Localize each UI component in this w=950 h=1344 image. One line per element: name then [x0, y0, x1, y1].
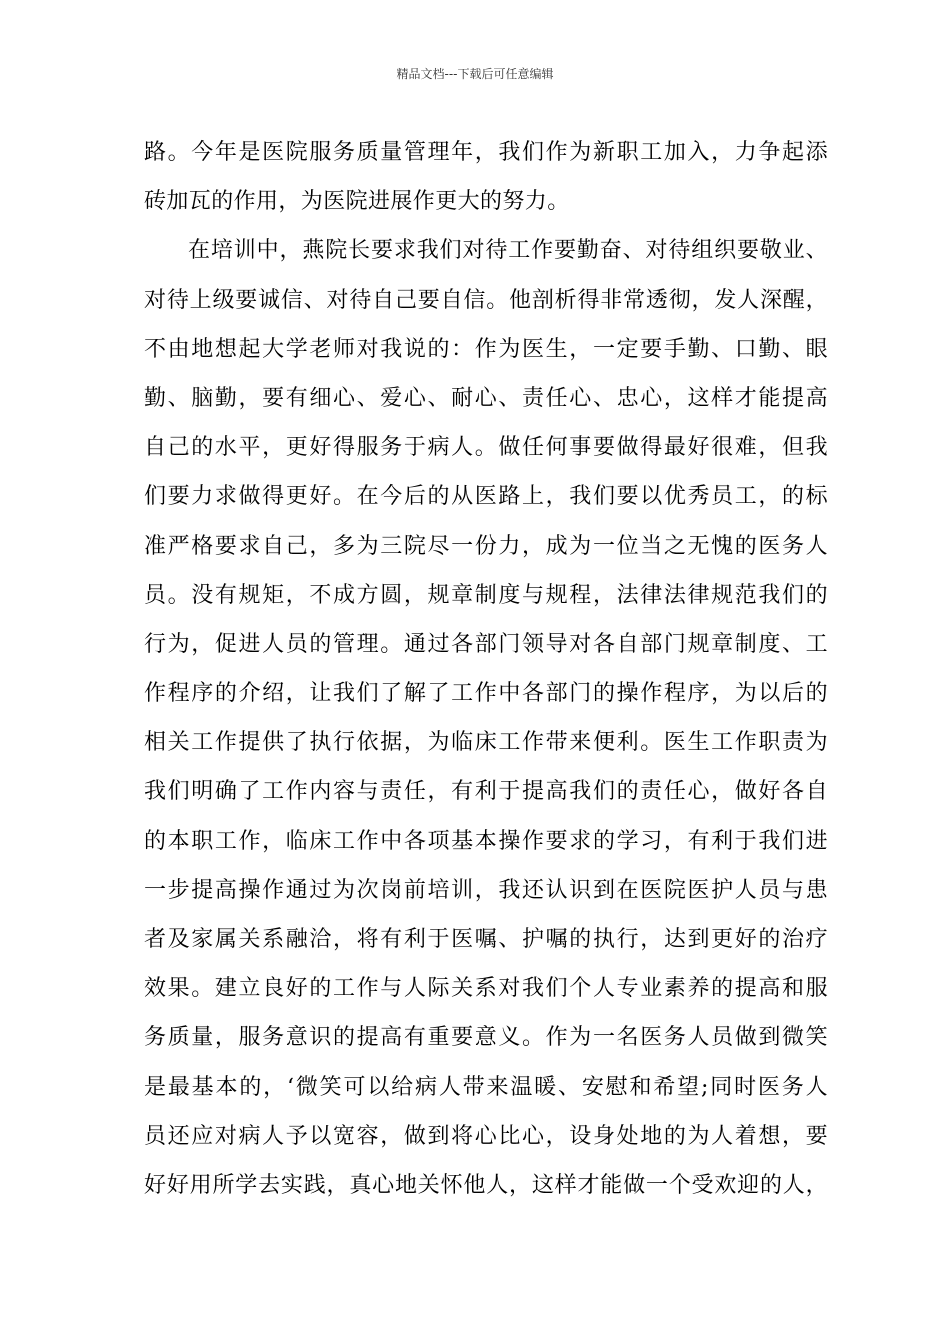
text-line: 是最基本的，‘微笑可以给病人带来温暖、安慰和希望;同时医务人 [144, 1074, 828, 1100]
paragraph-1 [144, 128, 828, 226]
text-line: 勤、脑勤，要有细心、爱心、耐心、责任心、忠心，这样才能提高 [144, 385, 828, 411]
text-line: 相关工作提供了执行依据，为临床工作带来便利。医生工作职责为 [144, 730, 828, 756]
text-line: 我们明确了工作内容与责任，有利于提高我们的责任心，做好各自 [144, 779, 828, 805]
text-line: 在培训中，燕院长要求我们对待工作要勤奋、对待组织要敬业、 [188, 238, 828, 264]
text-line: 的本职工作，临床工作中各项基本操作要求的学习，有利于我们进 [144, 828, 828, 854]
text-line: 员还应对病人予以宽容，做到将心比心，设身处地的为人着想，要 [144, 1123, 828, 1149]
text-line: 们要力求做得更好。在今后的从医路上，我们要以优秀员工，的标 [144, 484, 828, 510]
text-line: 行为，促进人员的管理。通过各部门领导对各自部门规章制度、工 [144, 631, 828, 657]
text-line: 砖加瓦的作用，为医院进展作更大的努力。 [144, 189, 570, 215]
document-body [144, 128, 828, 1210]
text-line: 一步提高操作通过为次岗前培训，我还认识到在医院医护人员与患 [144, 877, 828, 903]
text-line: 作程序的介绍，让我们了解了工作中各部门的操作程序，为以后的 [144, 681, 828, 707]
text-line: 务质量，服务意识的提高有重要意义。作为一名医务人员做到微笑 [144, 1025, 828, 1051]
text-line: 准严格要求自己，多为三院尽一份力，成为一位当之无愧的医务人 [144, 533, 828, 559]
page-header: 精品文档---下载后可任意编辑 [396, 67, 554, 81]
text-line: 者及家属关系融洽，将有利于医嘱、护嘱的执行，达到更好的治疗 [144, 927, 828, 952]
text-line: 路。今年是医院服务质量管理年，我们作为新职工加入，力争起添 [144, 140, 828, 165]
paragraph-2 [144, 226, 828, 1210]
text-line: 好好用所学去实践，真心地关怀他人，这样才能做一个受欢迎的人， [144, 1172, 828, 1198]
text-line: 员。没有规矩，不成方圆，规章制度与规程，法律法律规范我们的 [144, 582, 828, 608]
text-line: 自己的水平，更好得服务于病人。做任何事要做得最好很难，但我 [144, 435, 828, 461]
text-line: 对待上级要诚信、对待自己要自信。他剖析得非常透彻，发人深醒， [144, 287, 828, 313]
text-line: 效果。建立良好的工作与人际关系对我们个人专业素养的提高和服 [144, 976, 828, 1002]
text-line: 不由地想起大学老师对我说的：作为医生，一定要手勤、口勤、眼 [144, 336, 828, 362]
